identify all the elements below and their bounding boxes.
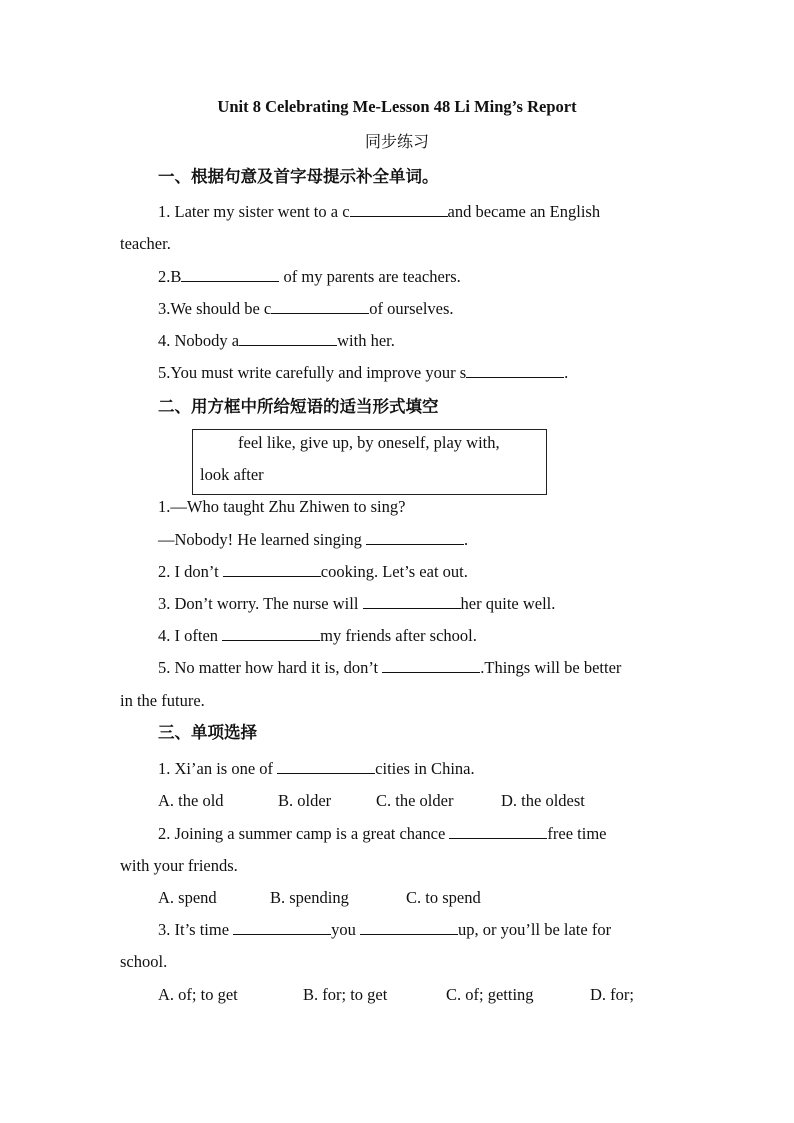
s2-q1-text-b: —Nobody! He learned singing	[158, 530, 367, 549]
s1-q2-text-b: of my parents are teachers.	[279, 267, 461, 286]
s3-question-3	[158, 920, 611, 940]
s3-q1-option-b[interactable]: B. older	[278, 791, 332, 810]
s3-question-1	[158, 759, 475, 779]
s3-q1-option-d[interactable]: D. the oldest	[501, 791, 585, 810]
s1-q5-text-a: 5.You must write carefully and improve your s	[158, 363, 467, 382]
s3-q1-option-c[interactable]: C. the older	[376, 791, 454, 810]
answer-blank[interactable]	[360, 920, 458, 935]
s2-question-3	[158, 594, 555, 614]
s3-q3-text-b: you	[331, 920, 361, 939]
page-title: Unit 8 Celebrating Me-Lesson 48 Li Ming’s Report	[217, 97, 577, 116]
s1-q1-continuation: teacher.	[120, 234, 171, 253]
s2-q3-text-a: 3. Don’t worry. The nurse will	[158, 594, 363, 613]
phrase-box-line-2: look after	[200, 465, 264, 484]
s1-question-2	[158, 267, 461, 287]
s2-question-2	[158, 562, 468, 582]
s2-question-1: 1.—Who taught Zhu Zhiwen to sing?	[158, 497, 406, 516]
s2-q5-text-a: 5. No matter how hard it is, don’t	[158, 658, 383, 677]
s1-question-5	[158, 363, 568, 383]
s3-q3-option-d[interactable]: D. for;	[590, 985, 634, 1004]
s1-question-4	[158, 331, 395, 351]
s3-q1-text-b: cities in China.	[375, 759, 475, 778]
answer-blank[interactable]	[233, 920, 331, 935]
s3-q2-option-b[interactable]: B. spending	[270, 888, 349, 907]
answer-blank[interactable]	[239, 331, 337, 346]
s2-question-1-answer	[158, 530, 468, 550]
s3-q3-option-b[interactable]: B. for; to get	[303, 985, 388, 1004]
s1-q4-text-b: with her.	[337, 331, 395, 350]
answer-blank[interactable]	[382, 658, 480, 673]
section-2-heading: 二、用方框中所给短语的适当形式填空	[158, 397, 439, 416]
s2-q4-text-a: 4. I often	[158, 626, 223, 645]
s2-q4-text-b: my friends after school.	[320, 626, 477, 645]
answer-blank[interactable]	[223, 562, 321, 577]
s2-q5-text-b: .Things will be better	[480, 658, 622, 677]
s2-question-4	[158, 626, 477, 646]
s1-question-3	[158, 299, 454, 319]
s2-q2-text-a: 2. I don’t	[158, 562, 223, 581]
s3-q3-option-a[interactable]: A. of; to get	[158, 985, 238, 1004]
s1-q5-text-b: .	[564, 363, 569, 382]
s2-question-5	[158, 658, 621, 678]
answer-blank[interactable]	[350, 202, 448, 217]
s3-q3-continuation: school.	[120, 952, 168, 971]
s2-q1-text-c: .	[464, 530, 469, 549]
s2-q5-continuation: in the future.	[120, 691, 205, 710]
s3-q2-text-b: free time	[547, 824, 607, 843]
answer-blank[interactable]	[449, 824, 547, 839]
page-subtitle: 同步练习	[364, 132, 429, 151]
s3-q2-continuation: with your friends.	[120, 856, 238, 875]
answer-blank[interactable]	[222, 626, 320, 641]
s1-q3-text-a: 3.We should be c	[158, 299, 272, 318]
s3-q2-option-a[interactable]: A. spend	[158, 888, 217, 907]
s3-q1-option-a[interactable]: A. the old	[158, 791, 224, 810]
s1-q4-text-a: 4. Nobody a	[158, 331, 240, 350]
s1-q1-text-a: 1. Later my sister went to a c	[158, 202, 350, 221]
s2-q3-text-b: her quite well.	[460, 594, 556, 613]
s2-q2-text-b: cooking. Let’s eat out.	[320, 562, 468, 581]
s3-q2-text-a: 2. Joining a summer camp is a great chance	[158, 824, 450, 843]
s1-q3-text-b: of ourselves.	[369, 299, 454, 318]
s3-q1-text-a: 1. Xi’an is one of	[158, 759, 278, 778]
s3-q3-text-a: 3. It’s time	[158, 920, 234, 939]
answer-blank[interactable]	[466, 363, 564, 378]
phrase-box-line-1: feel like, give up, by oneself, play with,	[238, 433, 500, 452]
s3-q3-text-c: up, or you’ll be late for	[458, 920, 612, 939]
answer-blank[interactable]	[181, 267, 279, 282]
answer-blank[interactable]	[363, 594, 461, 609]
answer-blank[interactable]	[366, 530, 464, 545]
s1-question-1	[158, 202, 600, 222]
s3-q2-option-c[interactable]: C. to spend	[406, 888, 481, 907]
answer-blank[interactable]	[271, 299, 369, 314]
s3-q3-option-c[interactable]: C. of; getting	[446, 985, 534, 1004]
s1-q1-text-b: and became an English	[447, 202, 601, 221]
answer-blank[interactable]	[277, 759, 375, 774]
s3-question-2	[158, 824, 607, 844]
s1-q2-text-a: 2.B	[158, 267, 182, 286]
section-1-heading: 一、根据句意及首字母提示补全单词。	[158, 167, 439, 186]
section-3-heading: 三、单项选择	[158, 723, 257, 742]
